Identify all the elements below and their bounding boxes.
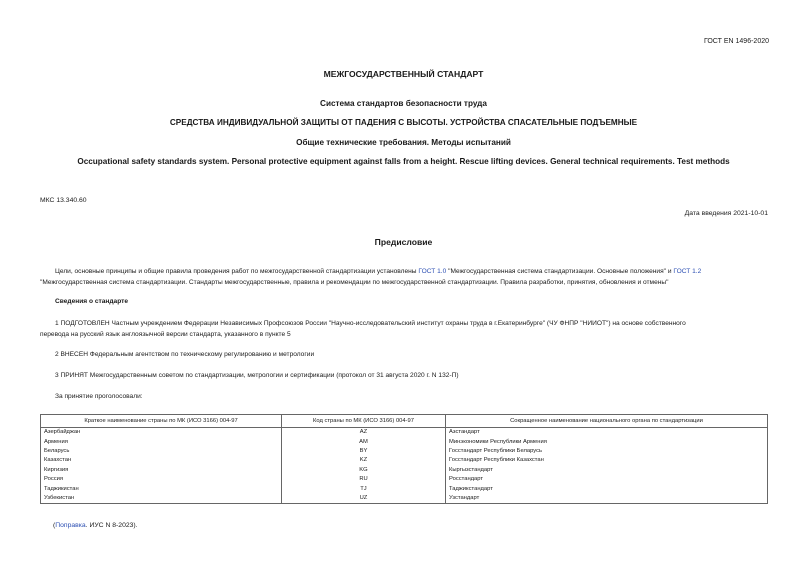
country-cell: Киргизия: [41, 466, 282, 475]
preface-heading: Предисловие: [374, 237, 433, 247]
code-cell: UZ: [282, 494, 446, 504]
prepared-line-2: перевода на русский язык англоязычной версии стандарта, указанного в пункте 5: [40, 330, 291, 338]
column-header-code: Код страны по МК (ИСО 3166) 004-97: [282, 415, 446, 428]
preface-paragraph-adopted: 3 ПРИНЯТ Межгосударственным советом по стандартизации, метрологии и сертификации (протокол от 31 августа 2020 г. N 132-П): [55, 372, 459, 379]
code-cell: KZ: [282, 456, 446, 465]
agency-cell: Госстандарт Республики Казахстан: [446, 456, 768, 465]
amendment-note: [53, 522, 138, 529]
agency-cell: Госстандарт Республики Беларусь: [446, 447, 768, 456]
table-row: [41, 447, 768, 456]
amendment-rest: . ИУС N 8-2023).: [85, 522, 138, 529]
table-row: [41, 437, 768, 446]
table-row: [41, 484, 768, 493]
code-cell: AM: [282, 437, 446, 446]
agency-cell: Кыргызстандарт: [446, 466, 768, 475]
amendment-link[interactable]: Поправка: [55, 522, 86, 529]
gost-1-0-link[interactable]: ГОСТ 1.0: [418, 268, 447, 275]
column-header-country: Краткое наименование страны по МК (ИСО 3166) 004-97: [41, 415, 282, 428]
country-cell: Узбекистан: [41, 494, 282, 504]
voting-countries-table: [40, 414, 768, 504]
preface-paragraph-voted: За принятие проголосовали:: [55, 393, 143, 400]
table-row: [41, 466, 768, 475]
column-header-agency: Сокращенное наименование национального органа по стандартизации: [446, 415, 768, 428]
amendment-open-paren: (: [53, 522, 56, 529]
preface-paragraph-submitted: 2 ВНЕСЕН Федеральным агентством по техническому регулированию и метрологии: [55, 351, 315, 358]
country-cell: Беларусь: [41, 447, 282, 456]
agency-cell: Узстандарт: [446, 494, 768, 504]
table-header-row: [41, 415, 768, 428]
gost-1-2-link[interactable]: ГОСТ 1.2: [673, 268, 702, 275]
table-row: [41, 494, 768, 504]
agency-cell: Росстандарт: [446, 475, 768, 484]
english-title: Occupational safety standards system. Personal protective equipment against falls from a height. Rescue lifting devices. General technical requirements. Test methods: [77, 157, 730, 166]
preface-text: Цели, основные принципы и общие правила проведения работ по межгосударственной стандартизации установлены: [55, 268, 419, 275]
agency-cell: Минэкономики Республики Армения: [446, 437, 768, 446]
document-code: ГОСТ EN 1496-2020: [703, 38, 769, 45]
document-title: СРЕДСТВА ИНДИВИДУАЛЬНОЙ ЗАЩИТЫ ОТ ПАДЕНИЯ С ВЫСОТЫ. УСТРОЙСТВА СПАСАТЕЛЬНЫЕ ПОДЪЕМНЫЕ: [169, 118, 638, 127]
code-cell: BY: [282, 447, 446, 456]
table-row: [41, 428, 768, 438]
code-cell: TJ: [282, 484, 446, 493]
preface-paragraph-1-line-1: [40, 267, 773, 278]
mks-code: МКС 13.340.60: [40, 197, 87, 204]
code-cell: RU: [282, 475, 446, 484]
preface-paragraph-prepared: [40, 319, 773, 340]
country-cell: Таджикистан: [41, 484, 282, 493]
preface-paragraph-1-line-2: "Межгосударственная система стандартизации. Стандарты межгосударственные, правила и рекомендации по межгосударственной стандартизации. Правила разработки, принятия, обновления и отмены": [40, 278, 669, 286]
country-cell: Азербайджан: [41, 428, 282, 438]
standards-system-heading: Система стандартов безопасности труда: [320, 99, 487, 108]
prepared-line-1: 1 ПОДГОТОВЛЕН Частным учреждением Федерации Независимых Профсоюзов России "Научно-исследовательский институт охраны труда в г.Екатеринбурге" (ЧУ ФНПР "НИИОТ") на основе собственного: [55, 320, 686, 327]
standard-info-heading: Сведения о стандарте: [55, 298, 129, 305]
table-row: [41, 475, 768, 484]
country-cell: Армения: [41, 437, 282, 446]
preface-paragraph-1: [40, 267, 773, 288]
agency-cell: Таджикстандарт: [446, 484, 768, 493]
country-cell: Россия: [41, 475, 282, 484]
country-cell: Казахстан: [41, 456, 282, 465]
table-row: [41, 456, 768, 465]
document-subtitle: Общие технические требования. Методы испытаний: [296, 138, 511, 147]
preface-text: "Межгосударственная система стандартизации. Основные положения" и: [446, 268, 674, 275]
introduction-date: Дата введения 2021-10-01: [684, 210, 768, 217]
standard-type-heading: МЕЖГОСУДАРСТВЕННЫЙ СТАНДАРТ: [323, 69, 484, 79]
code-cell: KG: [282, 466, 446, 475]
agency-cell: Азстандарт: [446, 428, 768, 438]
code-cell: AZ: [282, 428, 446, 438]
